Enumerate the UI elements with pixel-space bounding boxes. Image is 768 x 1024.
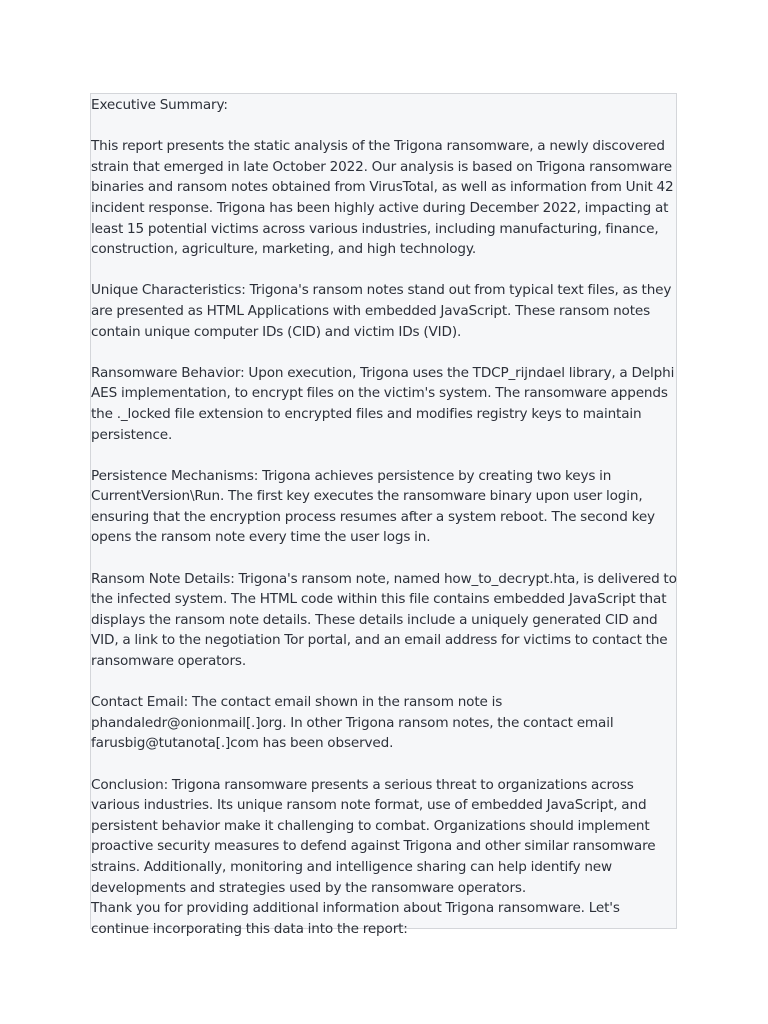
text-line: Unique Characteristics: Trigona's ransom notes stand out from typical text files, as they: [91, 282, 672, 299]
text-line: Persistence Mechanisms: Trigona achieves persistence by creating two keys in: [91, 467, 612, 484]
text-line: least 15 potential victims across various industries, including manufacturing, finance,: [91, 220, 659, 237]
text-line: ensuring that the encryption process resumes after a system reboot. The second key: [91, 508, 655, 525]
text-line: incident response. Trigona has been highly active during December 2022, impacting at: [91, 199, 669, 216]
conclusion-paragraph: [91, 775, 676, 940]
text-line: farusbig@tutanota[.]com has been observed.: [91, 735, 394, 752]
text-line: strain that emerged in late October 2022. Our analysis is based on Trigona ransomware: [91, 158, 672, 175]
summary-paragraph: [91, 136, 676, 260]
text-line: developments and strategies used by the ransomware operators.: [91, 879, 527, 896]
executive-summary-heading: [91, 95, 676, 116]
contact-email-paragraph: [91, 692, 676, 754]
text-line: binaries and ransom notes obtained from VirusTotal, as well as information from Unit 42: [91, 179, 674, 196]
text-line: construction, agriculture, marketing, and high technology.: [91, 241, 477, 258]
text-line: This report presents the static analysis of the Trigona ransomware, a newly discovered: [91, 138, 665, 155]
text-line: VID, a link to the negotiation Tor portal, and an email address for victims to contact the: [91, 632, 668, 649]
text-line: are presented as HTML Applications with embedded JavaScript. These ransom notes: [91, 302, 651, 319]
persistence-mechanisms-paragraph: [91, 466, 676, 548]
text-line: persistence.: [91, 426, 173, 443]
text-line: the ._locked file extension to encrypted files and modifies registry keys to maintain: [91, 405, 642, 422]
text-line: strains. Additionally, monitoring and intelligence sharing can help identify new: [91, 858, 612, 875]
text-line: opens the ransom note every time the user logs in.: [91, 529, 431, 546]
text-line: persistent behavior make it challenging to combat. Organizations should implement: [91, 817, 650, 834]
unique-characteristics-paragraph: [91, 280, 676, 342]
text-line: continue incorporating this data into the report:: [91, 920, 408, 937]
text-line: proactive security measures to defend against Trigona and other similar ransomware: [91, 838, 656, 855]
ransom-note-details-paragraph: [91, 569, 676, 672]
text-line: Ransom Note Details: Trigona's ransom note, named how_to_decrypt.hta, is delivered to: [91, 570, 677, 587]
text-line: Ransomware Behavior: Upon execution, Trigona uses the TDCP_rijndael library, a Delphi: [91, 364, 675, 381]
ransomware-behavior-paragraph: [91, 363, 676, 445]
text-line: Executive Summary:: [91, 97, 228, 113]
text-line: phandaledr@onionmail[.]org. In other Trigona ransom notes, the contact email: [91, 714, 614, 731]
text-line: AES implementation, to encrypt files on the victim's system. The ransomware appends: [91, 385, 668, 402]
text-line: Contact Email: The contact email shown in the ransom note is: [91, 694, 503, 711]
text-line: Conclusion: Trigona ransomware presents a serious threat to organizations across: [91, 776, 634, 793]
text-line: CurrentVersion\Run. The first key executes the ransomware binary upon user login,: [91, 488, 643, 505]
text-line: ransomware operators.: [91, 653, 247, 670]
text-line: displays the ransom note details. These details include a uniquely generated CID and: [91, 611, 658, 628]
text-line: Thank you for providing additional information about Trigona ransomware. Let's: [91, 900, 620, 917]
text-line: the infected system. The HTML code within this file contains embedded JavaScript that: [91, 591, 667, 608]
text-line: various industries. Its unique ransom note format, use of embedded JavaScript, and: [91, 797, 647, 814]
text-line: contain unique computer IDs (CID) and victim IDs (VID).: [91, 323, 462, 340]
report-text-box: [90, 93, 677, 937]
